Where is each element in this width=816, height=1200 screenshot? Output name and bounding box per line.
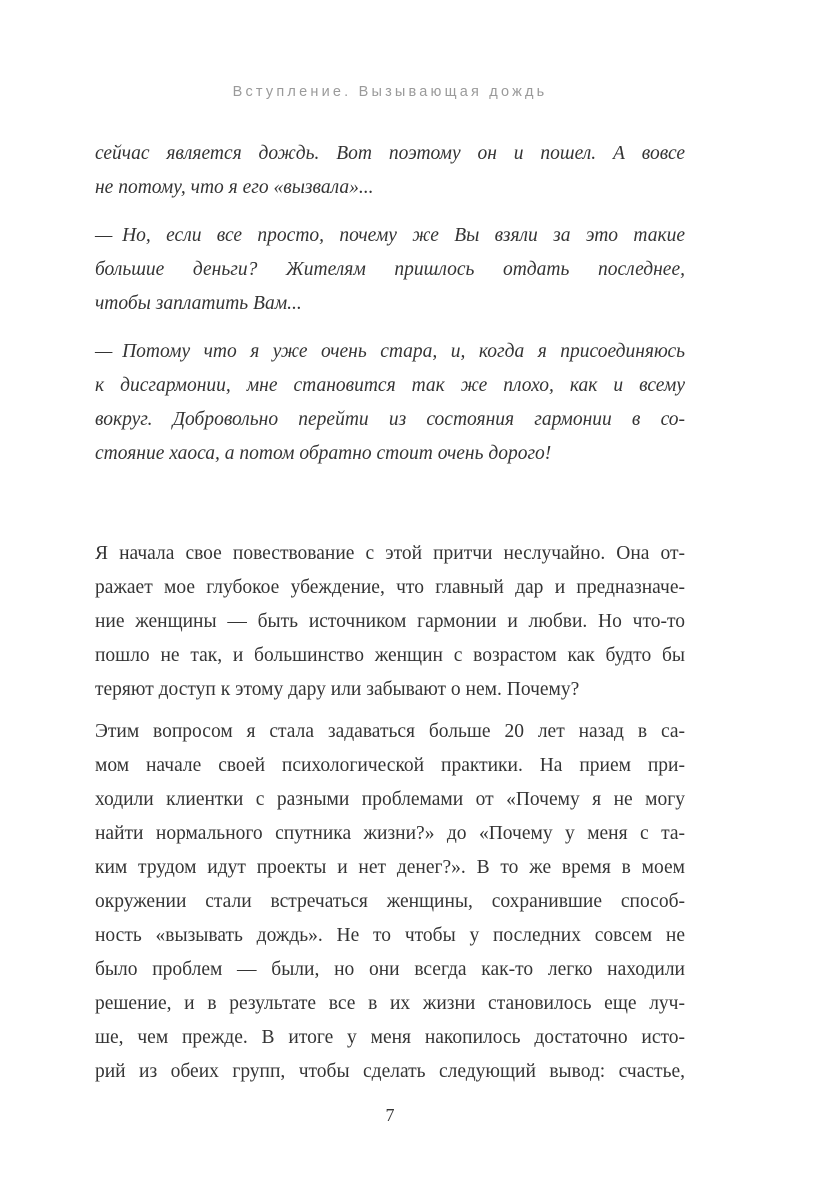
paragraph [95, 219, 685, 321]
paragraph [95, 715, 685, 1089]
text-line: пошло не так, и большинство женщин с возрастом как будто бы [95, 645, 685, 666]
text-line: чтобы заплатить Вам... [95, 293, 302, 314]
text-line: окружении стали встречаться женщины, сохранившие способ- [95, 891, 685, 912]
text-line: рий из обеих групп, чтобы сделать следующий вывод: счастье, [95, 1061, 685, 1082]
text-line: вокруг. Добровольно перейти из состояния гармонии в со- [95, 409, 685, 430]
text-line: Этим вопросом я стала задаваться больше 20 лет назад в са- [95, 721, 685, 742]
running-head: Вступление. Вызывающая дождь [232, 84, 548, 100]
paragraph [95, 137, 685, 205]
text-line: — Но, если все просто, почему же Вы взяли за это такие [95, 225, 685, 246]
text-line: ность «вызывать дождь». Не то чтобы у последних совсем не [95, 925, 685, 946]
text-line: — Потому что я уже очень стара, и, когда я присоединяюсь [95, 341, 685, 362]
text-line: к дисгармонии, мне становится так же плохо, как и всему [95, 375, 685, 396]
text-line: большие деньги? Жителям пришлось отдать последнее, [95, 259, 685, 280]
text-line: ким трудом идут проекты и нет денег?». В то же время в моем [95, 857, 685, 878]
text-line: ше, чем прежде. В итоге у меня накопилось достаточно исто- [95, 1027, 685, 1048]
text-line: ходили клиентки с разными проблемами от «Почему я не могу [95, 789, 685, 810]
text-line: решение, и в результате все в их жизни становилось еще луч- [95, 993, 685, 1014]
text-line: сейчас является дождь. Вот поэтому он и пошел. А вовсе [95, 143, 685, 164]
text-line: теряют доступ к этому дару или забывают о нем. Почему? [95, 679, 580, 700]
paragraph [95, 537, 685, 707]
paragraph [95, 335, 685, 471]
page-number: 7 [385, 1105, 395, 1125]
body-section [95, 537, 685, 1089]
text-line: ние женщины — быть источником гармонии и любви. Но что-то [95, 611, 685, 632]
text-line: Я начала свое повествование с этой притчи неслучайно. Она от- [95, 543, 685, 564]
text-line: мом начале своей психологической практики. На прием при- [95, 755, 685, 776]
text-block [95, 137, 685, 1089]
dialogue-section [95, 137, 685, 471]
text-line: стояние хаоса, а потом обратно стоит очень дорого! [95, 443, 552, 464]
text-line: найти нормального спутника жизни?» до «Почему у меня с та- [95, 823, 685, 844]
text-line: ражает мое глубокое убеждение, что главный дар и предназначе- [95, 577, 685, 598]
text-line: было проблем — были, но они всегда как-то легко находили [95, 959, 685, 980]
text-line: не потому, что я его «вызвала»... [95, 177, 374, 198]
